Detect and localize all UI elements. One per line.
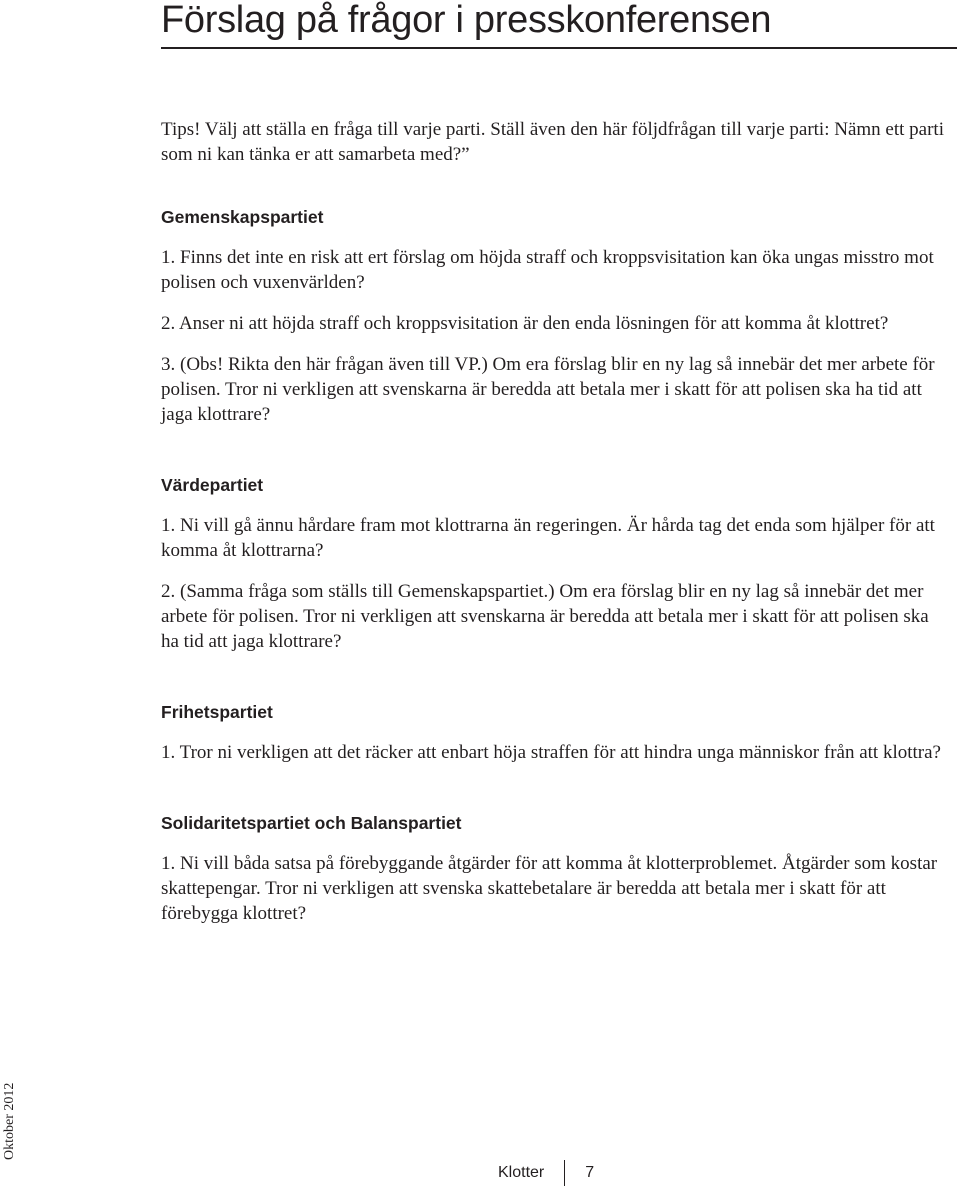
question-item: 1. Tror ni verkligen att det räcker att enbart höja straffen för att hindra unga människor från att klottra?	[161, 742, 941, 763]
question-item: 2. (Samma fråga som ställs till Gemenskapspartiet.) Om era förslag blir en ny lag så innebär det mer arbete för polisen. Tror ni verkligen att svenskarna är beredda att betala mer i skatt för att polisen ska ha tid att jaga klottrare?	[161, 581, 929, 652]
section-heading: Gemenskapspartiet	[161, 207, 324, 227]
section-spacer	[161, 781, 951, 811]
page-title: Förslag på frågor i presskonferensen	[161, 0, 772, 41]
section-heading: Solidaritetspartiet och Balanspartiet	[161, 813, 462, 833]
question-item: 3. (Obs! Rikta den här frågan även till VP.) Om era förslag blir en ny lag så innebär det mer arbete för polisen. Tror ni verkligen att svenskarna är beredda att betala mer i skatt för att polisen ska ha tid att jaga klottrare?	[161, 354, 935, 425]
page-footer	[498, 1160, 594, 1186]
footer-divider	[564, 1160, 565, 1186]
section-heading: Frihetspartiet	[161, 702, 273, 722]
question-item: 1. Ni vill gå ännu hårdare fram mot klottrarna än regeringen. Är hårda tag det enda som hjälper för att komma åt klottrarna?	[161, 515, 935, 561]
document-body	[161, 117, 951, 942]
section-spacer	[161, 670, 951, 700]
question-item: 1. Ni vill båda satsa på förebyggande åtgärder för att komma åt klotterproblemet. Åtgärder som kostar skattepengar. Tror ni verkligen att svenska skattebetalare är beredda att betala mer i skatt för att förebygga klottret?	[161, 853, 938, 924]
section-solidaritetspartiet-balanspartiet	[161, 811, 951, 926]
tips-paragraph: Tips! Välj att ställa en fråga till varje parti. Ställ även den här följdfrågan till varje parti: Nämn ett parti som ni kan tänka er att samarbeta med?”	[161, 119, 944, 165]
title-divider	[161, 47, 957, 49]
section-frihetspartiet	[161, 700, 951, 765]
section-spacer	[161, 443, 951, 473]
footer-label: Klotter	[498, 1164, 545, 1181]
side-date-label: Oktober 2012	[2, 1082, 17, 1160]
section-vardepartiet	[161, 473, 951, 654]
section-gemenskapspartiet	[161, 205, 951, 427]
page-number: 7	[585, 1164, 595, 1181]
question-item: 2. Anser ni att höjda straff och kroppsvisitation är den enda lösningen för att komma åt klottret?	[161, 313, 889, 334]
question-item: 1. Finns det inte en risk att ert förslag om höjda straff och kroppsvisitation kan öka ungas misstro mot polisen och vuxenvärlden?	[161, 247, 934, 293]
section-heading: Värdepartiet	[161, 475, 264, 495]
